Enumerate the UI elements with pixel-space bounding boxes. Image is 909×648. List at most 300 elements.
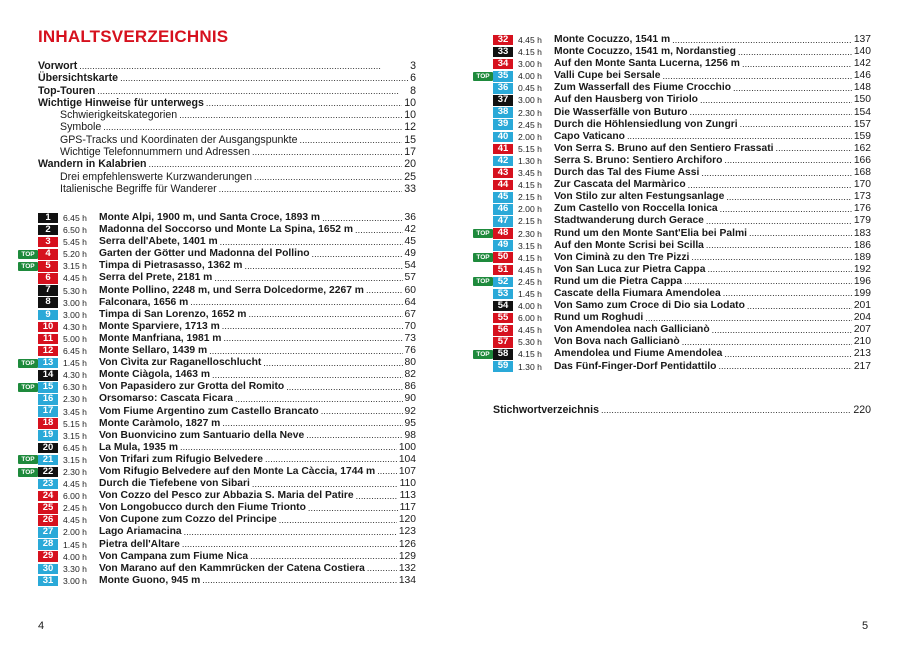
tour-entry[interactable] xyxy=(38,514,416,526)
tour-page: 217 xyxy=(853,360,871,372)
tour-title: Von Cupone zum Cozzo del Principe xyxy=(99,514,277,526)
tour-duration: 2.00 h xyxy=(63,527,87,538)
tour-entry[interactable] xyxy=(38,418,416,430)
top-tour-badge: TOP xyxy=(18,383,38,392)
tour-entry[interactable] xyxy=(493,155,871,167)
toc-entry[interactable] xyxy=(38,85,416,97)
tour-entry[interactable] xyxy=(38,526,416,538)
toc-entry-page: 17 xyxy=(404,146,416,159)
tour-entry[interactable] xyxy=(493,107,871,119)
tour-page: 186 xyxy=(853,239,871,251)
tour-title: Von Bova nach Gallicianò xyxy=(554,336,680,348)
toc-entry-title: Wichtige Hinweise für unterwegs xyxy=(38,96,204,109)
tour-duration: 0.45 h xyxy=(518,83,542,94)
tour-number-badge: 23 xyxy=(38,479,58,490)
tour-number-badge: 30 xyxy=(38,564,58,575)
tour-entry[interactable] xyxy=(493,46,871,58)
tour-title: Falconara, 1656 m xyxy=(99,296,189,308)
toc-entry[interactable] xyxy=(38,72,416,84)
tour-duration: 2.00 h xyxy=(518,204,542,215)
tour-entry[interactable] xyxy=(38,272,416,284)
tour-entry[interactable] xyxy=(493,240,871,252)
tour-title: Von Buonvicino zum Santuario della Neve xyxy=(99,429,305,441)
tour-entry[interactable] xyxy=(21,248,416,260)
tour-number-badge: 8 xyxy=(38,297,58,308)
tour-page: 213 xyxy=(853,348,871,360)
tour-title: Auf den Hausberg von Tiriolo xyxy=(554,94,698,106)
tour-title: Vom Fiume Argentino zum Castello Brancato xyxy=(99,405,319,417)
toc-entry[interactable] xyxy=(38,97,416,109)
tour-entry[interactable] xyxy=(493,324,871,336)
tour-title: Monte Guono, 945 m xyxy=(99,574,201,586)
tour-number-badge: 51 xyxy=(493,265,513,276)
top-tour-badge: TOP xyxy=(473,229,493,238)
leader-dots xyxy=(202,574,397,587)
toc-entry-page: 8 xyxy=(410,84,416,97)
tour-page: 196 xyxy=(853,275,871,287)
tour-entry[interactable] xyxy=(38,309,416,321)
tour-page: 92 xyxy=(404,405,416,417)
tour-page: 159 xyxy=(853,130,871,142)
tour-entry[interactable] xyxy=(38,224,416,236)
tour-page: 90 xyxy=(404,393,416,405)
tour-page: 95 xyxy=(404,417,416,429)
tour-title: La Mula, 1935 m xyxy=(99,441,178,453)
tour-page: 73 xyxy=(404,332,416,344)
tour-duration: 4.15 h xyxy=(518,47,542,58)
tour-page: 157 xyxy=(853,118,871,130)
tour-title: Monte Sellaro, 1439 m xyxy=(99,345,208,357)
tour-page: 98 xyxy=(404,429,416,441)
tour-number-badge: 1 xyxy=(38,213,58,224)
toc-entry-page: 6 xyxy=(410,72,416,85)
tour-duration: 2.30 h xyxy=(63,394,87,405)
toc-entry-title: Drei empfehlenswerte Kurzwanderungen xyxy=(60,170,252,183)
tour-page: 137 xyxy=(853,34,871,45)
tour-number-badge: 7 xyxy=(38,285,58,296)
tour-entry[interactable] xyxy=(493,179,871,191)
tour-entry[interactable] xyxy=(21,260,416,272)
tour-number-badge: 31 xyxy=(38,576,58,587)
tour-duration: 4.45 h xyxy=(518,35,542,45)
tour-entry[interactable] xyxy=(493,82,871,94)
toc-entry[interactable] xyxy=(38,109,416,121)
tour-entry[interactable] xyxy=(493,288,871,300)
tour-number-badge: 43 xyxy=(493,168,513,179)
tour-page: 57 xyxy=(404,272,416,284)
tour-number-badge: 50 xyxy=(493,252,513,263)
tour-entry[interactable] xyxy=(38,333,416,345)
tour-entry[interactable] xyxy=(38,393,416,405)
tour-list-left xyxy=(21,211,416,587)
tour-entry[interactable] xyxy=(493,94,871,106)
tour-duration: 4.15 h xyxy=(518,349,542,360)
tour-entry[interactable] xyxy=(493,215,871,227)
tour-duration: 1.45 h xyxy=(63,539,87,550)
tour-entry[interactable] xyxy=(38,442,416,454)
tour-duration: 6.00 h xyxy=(63,491,87,502)
leader-dots xyxy=(206,97,402,109)
tour-page: 148 xyxy=(853,82,871,94)
tour-entry[interactable] xyxy=(493,167,871,179)
tour-page: 170 xyxy=(853,179,871,191)
tour-page: 110 xyxy=(399,478,416,490)
tour-number-badge: 55 xyxy=(493,313,513,324)
toc-entry-title: Wandern in Kalabrien xyxy=(38,158,147,171)
toc-entry-title: Symbole xyxy=(60,121,102,134)
tour-entry[interactable] xyxy=(38,551,416,563)
tour-duration: 5.20 h xyxy=(63,249,87,260)
tour-entry[interactable] xyxy=(38,478,416,490)
tour-number-badge: 39 xyxy=(493,119,513,130)
tour-number-badge: 36 xyxy=(493,83,513,94)
toc-entry-title: Italienische Begriffe für Wanderer xyxy=(60,182,217,195)
tour-title: Garten der Götter und Madonna del Pollino xyxy=(99,248,310,260)
toc-entry[interactable] xyxy=(38,134,416,146)
tour-page: 210 xyxy=(853,336,871,348)
tour-number-badge: 10 xyxy=(38,322,58,333)
tour-title: Lago Ariamacina xyxy=(99,526,182,538)
leader-dots xyxy=(120,72,408,84)
toc-entry-title: Übersichtskarte xyxy=(38,72,119,85)
tour-entry[interactable] xyxy=(493,143,871,155)
tour-number-badge: 37 xyxy=(493,95,513,106)
tour-number-badge: 35 xyxy=(493,71,513,82)
tour-number-badge: 40 xyxy=(493,132,513,143)
tour-title: Von Marano auf den Kammrücken der Catena Costiera xyxy=(99,562,365,574)
toc-entry[interactable] xyxy=(38,171,416,183)
tour-entry[interactable] xyxy=(493,361,871,373)
tour-duration: 4.45 h xyxy=(63,273,87,284)
tour-number-badge: 45 xyxy=(493,192,513,203)
tour-entry[interactable] xyxy=(476,275,871,288)
tour-duration: 3.15 h xyxy=(63,261,87,272)
tour-number-badge: 34 xyxy=(493,59,513,70)
tour-list-right xyxy=(476,33,871,373)
tour-title: Von San Luca zur Pietra Cappa xyxy=(554,263,706,275)
tour-entry[interactable] xyxy=(493,191,871,203)
tour-title: Von Papasidero zur Grotta del Romito xyxy=(99,381,285,393)
leader-dots xyxy=(254,171,402,183)
tour-duration: 1.30 h xyxy=(518,361,542,372)
tour-entry[interactable] xyxy=(476,227,871,240)
tour-duration: 4.45 h xyxy=(63,479,87,490)
top-tour-badge: TOP xyxy=(473,277,493,286)
tour-number-badge: 54 xyxy=(493,301,513,312)
tour-page: 126 xyxy=(398,538,416,550)
top-tour-badge: TOP xyxy=(473,72,493,81)
tour-number-badge: 19 xyxy=(38,430,58,441)
tour-number-badge: 41 xyxy=(493,144,513,155)
tour-title: Monte Manfriana, 1981 m xyxy=(99,332,222,344)
front-matter-list xyxy=(38,60,416,195)
tour-number-badge: 56 xyxy=(493,325,513,336)
right-page xyxy=(476,0,871,648)
tour-duration: 3.15 h xyxy=(63,454,87,465)
tour-entry[interactable] xyxy=(38,285,416,297)
tour-duration: 3.00 h xyxy=(518,59,542,70)
tour-duration: 3.00 h xyxy=(518,95,542,106)
tour-entry[interactable] xyxy=(21,381,416,393)
tour-number-badge: 5 xyxy=(38,261,58,272)
tour-duration: 4.45 h xyxy=(518,325,542,336)
tour-number-badge: 59 xyxy=(493,361,513,372)
tour-title: Monte Cocuzzo, 1541 m xyxy=(554,34,671,45)
tour-title: Cascate della Fiumara Amendolea xyxy=(554,287,721,299)
tour-entry[interactable] xyxy=(493,264,871,276)
tour-page: 150 xyxy=(853,94,871,106)
tour-entry[interactable] xyxy=(21,465,416,478)
tour-number-badge: 21 xyxy=(38,455,58,466)
tour-title: Monte Caràmolo, 1827 m xyxy=(99,417,221,429)
top-tour-badge: TOP xyxy=(18,455,38,464)
tour-title: Auf den Monte Scrisi bei Scilla xyxy=(554,239,704,251)
tour-duration: 3.45 h xyxy=(518,168,542,179)
tour-duration: 3.30 h xyxy=(63,563,87,574)
tour-title: Timpa di Pietrasasso, 1362 m xyxy=(99,260,243,272)
tour-number-badge: 57 xyxy=(493,337,513,348)
leader-dots xyxy=(97,85,408,97)
tour-page: 82 xyxy=(404,369,416,381)
tour-title: Orsomarso: Cascata Ficara xyxy=(99,393,233,405)
tour-title: Durch die Tiefebene von Sibari xyxy=(99,478,250,490)
tour-page: 54 xyxy=(404,260,416,272)
toc-entry-title: Wichtige Telefonnummern und Adressen xyxy=(60,146,251,159)
tour-duration: 5.15 h xyxy=(63,418,87,429)
tour-duration: 4.00 h xyxy=(518,71,542,82)
tour-title: Stadtwanderung durch Gerace xyxy=(554,215,704,227)
tour-duration: 6.45 h xyxy=(63,213,87,223)
tour-title: Auf den Monte Santa Lucerna, 1256 m xyxy=(554,58,740,70)
tour-page: 166 xyxy=(853,154,871,166)
tour-title: Durch die Höhlensiedlung von Zungri xyxy=(554,118,738,130)
tour-entry[interactable] xyxy=(476,70,871,82)
tour-number-badge: 33 xyxy=(493,47,513,58)
tour-page: 154 xyxy=(853,106,871,118)
tour-number-badge: 38 xyxy=(493,107,513,118)
tour-entry[interactable] xyxy=(493,312,871,324)
tour-number-badge: 13 xyxy=(38,358,58,369)
leader-dots xyxy=(300,134,403,146)
tour-number-badge: 42 xyxy=(493,156,513,167)
tour-title: Durch das Tal des Fiume Assi xyxy=(554,167,700,179)
tour-duration: 4.00 h xyxy=(63,551,87,562)
tour-duration: 3.00 h xyxy=(63,297,87,308)
tour-number-badge: 16 xyxy=(38,394,58,405)
tour-page: 142 xyxy=(853,58,871,70)
tour-entry[interactable] xyxy=(38,236,416,248)
tour-entry[interactable] xyxy=(38,575,416,587)
leader-dots xyxy=(149,158,403,170)
tour-entry[interactable] xyxy=(38,369,416,381)
tour-number-badge: 48 xyxy=(493,228,513,239)
tour-title: Timpa di San Lorenzo, 1652 m xyxy=(99,308,247,320)
tour-entry[interactable] xyxy=(493,336,871,348)
tour-page: 76 xyxy=(404,345,416,357)
tour-title: Von Ciminà zu den Tre Pizzi xyxy=(554,251,690,263)
tour-entry[interactable] xyxy=(21,356,416,369)
tour-page: 117 xyxy=(399,502,416,514)
tour-title: Monte Sparviere, 1713 m xyxy=(99,320,220,332)
tour-title: Von Stilo zur alten Festungsanlage xyxy=(554,191,725,203)
tour-duration: 4.15 h xyxy=(518,252,542,263)
tour-entry[interactable] xyxy=(38,212,416,224)
tour-entry[interactable] xyxy=(38,490,416,502)
toc-entry[interactable] xyxy=(38,146,416,158)
tour-duration: 1.45 h xyxy=(63,358,87,369)
tour-number-badge: 3 xyxy=(38,237,58,248)
tour-number-badge: 18 xyxy=(38,418,58,429)
tour-duration: 2.30 h xyxy=(63,466,87,477)
tour-entry[interactable] xyxy=(493,300,871,312)
tour-page: 162 xyxy=(853,142,871,154)
tour-page: 104 xyxy=(398,453,416,465)
tour-title: Das Fünf-Finger-Dorf Pentidattilo xyxy=(554,360,717,372)
tour-duration: 5.15 h xyxy=(518,143,542,154)
tour-duration: 5.45 h xyxy=(63,237,87,248)
tour-page: 201 xyxy=(853,300,871,312)
tour-duration: 3.15 h xyxy=(518,240,542,251)
toc-entry-page: 33 xyxy=(404,182,416,195)
tour-page: 146 xyxy=(853,70,871,82)
tour-page: 123 xyxy=(398,526,416,538)
toc-entry[interactable] xyxy=(38,158,416,170)
tour-entry[interactable] xyxy=(476,348,871,360)
tour-entry[interactable] xyxy=(38,406,416,418)
tour-page: 189 xyxy=(853,251,871,263)
tour-page: 113 xyxy=(399,490,416,502)
tour-page: 49 xyxy=(404,248,416,260)
tour-number-badge: 4 xyxy=(38,249,58,260)
tour-title: Valli Cupe bei Sersale xyxy=(554,70,661,82)
tour-page: 207 xyxy=(853,324,871,336)
toc-entry-page: 10 xyxy=(404,96,416,109)
tour-duration: 2.00 h xyxy=(518,131,542,142)
tour-title: Pietra dell'Altare xyxy=(99,538,180,550)
tour-page: 86 xyxy=(404,381,416,393)
tour-duration: 3.45 h xyxy=(63,406,87,417)
tour-title: Capo Vaticano xyxy=(554,130,625,142)
leader-dots xyxy=(103,121,402,133)
toc-entry-title: GPS-Tracks und Koordinaten der Ausgangspunkte xyxy=(60,133,298,146)
leader-dots xyxy=(601,404,851,416)
tour-page: 173 xyxy=(853,191,871,203)
tour-duration: 3.15 h xyxy=(63,430,87,441)
tour-page: 67 xyxy=(404,308,416,320)
tour-title: Rund um Roghudi xyxy=(554,312,644,324)
tour-page: 132 xyxy=(398,562,416,574)
tour-page: 204 xyxy=(853,312,871,324)
tour-page: 168 xyxy=(853,167,871,179)
tour-entry[interactable] xyxy=(38,321,416,333)
tour-entry[interactable] xyxy=(38,539,416,551)
tour-number-badge: 26 xyxy=(38,515,58,526)
tour-number-badge: 9 xyxy=(38,310,58,321)
tour-duration: 6.30 h xyxy=(63,382,87,393)
tour-number-badge: 20 xyxy=(38,443,58,454)
tour-page: 64 xyxy=(404,296,416,308)
tour-title: Von Campana zum Fiume Nica xyxy=(99,550,249,562)
tour-number-badge: 24 xyxy=(38,491,58,502)
toc-entry[interactable] xyxy=(38,121,416,133)
index-title: Stichwortverzeichnis xyxy=(493,404,599,416)
tour-number-badge: 11 xyxy=(38,334,58,345)
tour-number-badge: 52 xyxy=(493,277,513,288)
index-entry[interactable] xyxy=(493,404,871,416)
tour-page: 80 xyxy=(404,357,416,369)
tour-number-badge: 46 xyxy=(493,204,513,215)
tour-number-badge: 32 xyxy=(493,35,513,46)
tour-page: 107 xyxy=(398,465,416,477)
tour-duration: 3.00 h xyxy=(63,309,87,320)
tour-duration: 5.00 h xyxy=(63,333,87,344)
tour-title: Amendolea und Fiume Amendolea xyxy=(554,348,723,360)
tour-entry[interactable] xyxy=(38,297,416,309)
top-tour-badge: TOP xyxy=(18,468,38,477)
tour-title: Von Amendolea nach Gallicianò xyxy=(554,324,710,336)
tour-title: Vom Rifugio Belvedere auf den Monte La Càccia, 1744 m xyxy=(99,465,376,477)
tour-title: Von Longobucco durch den Fiume Trionto xyxy=(99,502,306,514)
tour-page: 134 xyxy=(398,574,416,586)
tour-duration: 4.00 h xyxy=(518,301,542,312)
toc-entry-page: 12 xyxy=(404,121,416,134)
tour-entry[interactable] xyxy=(38,563,416,575)
tour-page: 60 xyxy=(404,284,416,296)
tour-page: 45 xyxy=(404,236,416,248)
toc-entry[interactable] xyxy=(38,183,416,195)
tour-entry[interactable] xyxy=(493,58,871,70)
tour-duration: 6.45 h xyxy=(63,346,87,357)
tour-duration: 1.30 h xyxy=(518,155,542,166)
tour-title: Von Cìvita zur Raganelloschlucht xyxy=(99,357,262,369)
tour-number-badge: 14 xyxy=(38,370,58,381)
tour-entry[interactable] xyxy=(476,251,871,264)
index-page: 220 xyxy=(853,404,871,416)
tour-duration: 2.45 h xyxy=(518,119,542,130)
tour-entry[interactable] xyxy=(493,203,871,215)
tour-entry[interactable] xyxy=(38,502,416,514)
tour-number-badge: 53 xyxy=(493,289,513,300)
tour-entry[interactable] xyxy=(21,453,416,466)
tour-title: Monte Cocuzzo, 1541 m, Nordanstieg xyxy=(554,46,736,58)
tour-duration: 4.30 h xyxy=(63,370,87,381)
tour-entry[interactable] xyxy=(493,119,871,131)
tour-entry[interactable] xyxy=(493,131,871,143)
tour-number-badge: 58 xyxy=(493,349,513,360)
toc-entry[interactable] xyxy=(38,60,416,72)
tour-title: Von Trifari zum Rifugio Belvedere xyxy=(99,453,264,465)
tour-entry[interactable] xyxy=(493,34,871,46)
top-tour-badge: TOP xyxy=(18,250,38,259)
tour-duration: 1.45 h xyxy=(518,288,542,299)
toc-entry-page: 15 xyxy=(404,133,416,146)
tour-entry[interactable] xyxy=(38,430,416,442)
tour-page: 36 xyxy=(404,212,416,223)
tour-number-badge: 2 xyxy=(38,225,58,236)
tour-duration: 6.00 h xyxy=(518,313,542,324)
tour-page: 199 xyxy=(853,287,871,299)
tour-title: Rund um den Monte Sant'Elia bei Palmi xyxy=(554,227,747,239)
tour-page: 183 xyxy=(853,227,871,239)
tour-page: 140 xyxy=(853,46,871,58)
tour-duration: 4.45 h xyxy=(63,515,87,526)
tour-duration: 2.30 h xyxy=(518,228,542,239)
tour-duration: 2.45 h xyxy=(518,276,542,287)
leader-dots xyxy=(179,109,402,121)
tour-number-badge: 29 xyxy=(38,551,58,562)
tour-duration: 5.30 h xyxy=(518,337,542,348)
tour-entry[interactable] xyxy=(38,345,416,357)
